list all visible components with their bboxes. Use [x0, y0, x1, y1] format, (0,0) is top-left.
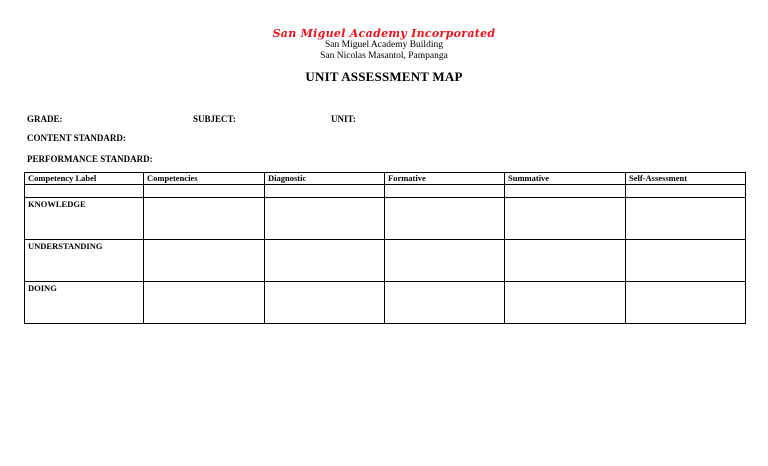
column-header: Competencies [144, 173, 265, 185]
column-header: Summative [505, 173, 626, 185]
address-line-1: San Miguel Academy Building [325, 40, 443, 50]
grade-label: GRADE: [27, 114, 63, 124]
table-cell [626, 282, 746, 324]
table-cell [385, 198, 505, 240]
table-cell [505, 198, 626, 240]
column-header: Formative [385, 173, 505, 185]
table-cell [626, 240, 746, 282]
address-line-2: San Nicolas Masantol, Pampanga [320, 51, 448, 61]
table-cell [505, 240, 626, 282]
assessment-map-table [24, 172, 746, 324]
table-row [25, 198, 746, 240]
table-cell [25, 185, 144, 198]
table-cell [265, 185, 385, 198]
table-cell [144, 185, 265, 198]
table-cell [265, 282, 385, 324]
table-cell [144, 282, 265, 324]
row-label: DOING [25, 282, 144, 324]
document-title: UNIT ASSESSMENT MAP [305, 69, 463, 84]
table-cell [385, 240, 505, 282]
subject-label: SUBJECT: [193, 114, 236, 124]
row-label: KNOWLEDGE [25, 198, 144, 240]
column-header: Self-Assessment [626, 173, 746, 185]
column-header: Diagnostic [265, 173, 385, 185]
unit-label: UNIT: [331, 114, 356, 124]
table-cell [144, 240, 265, 282]
table-row [25, 282, 746, 324]
table-cell [265, 198, 385, 240]
table-header-row [25, 173, 746, 185]
table-cell [626, 198, 746, 240]
row-label: UNDERSTANDING [25, 240, 144, 282]
table-spacer-row [25, 185, 746, 198]
content-standard-label: CONTENT STANDARD: [27, 133, 126, 143]
org-name: San Miguel Academy Incorporated [272, 27, 496, 40]
table-cell [385, 185, 505, 198]
table-cell [144, 198, 265, 240]
table-cell [385, 282, 505, 324]
performance-standard-label: PERFORMANCE STANDARD: [27, 154, 153, 164]
table-cell [505, 185, 626, 198]
table-row [25, 240, 746, 282]
table-cell [505, 282, 626, 324]
document-header [0, 27, 768, 62]
column-header: Competency Label [25, 173, 144, 185]
table-cell [626, 185, 746, 198]
table-cell [265, 240, 385, 282]
